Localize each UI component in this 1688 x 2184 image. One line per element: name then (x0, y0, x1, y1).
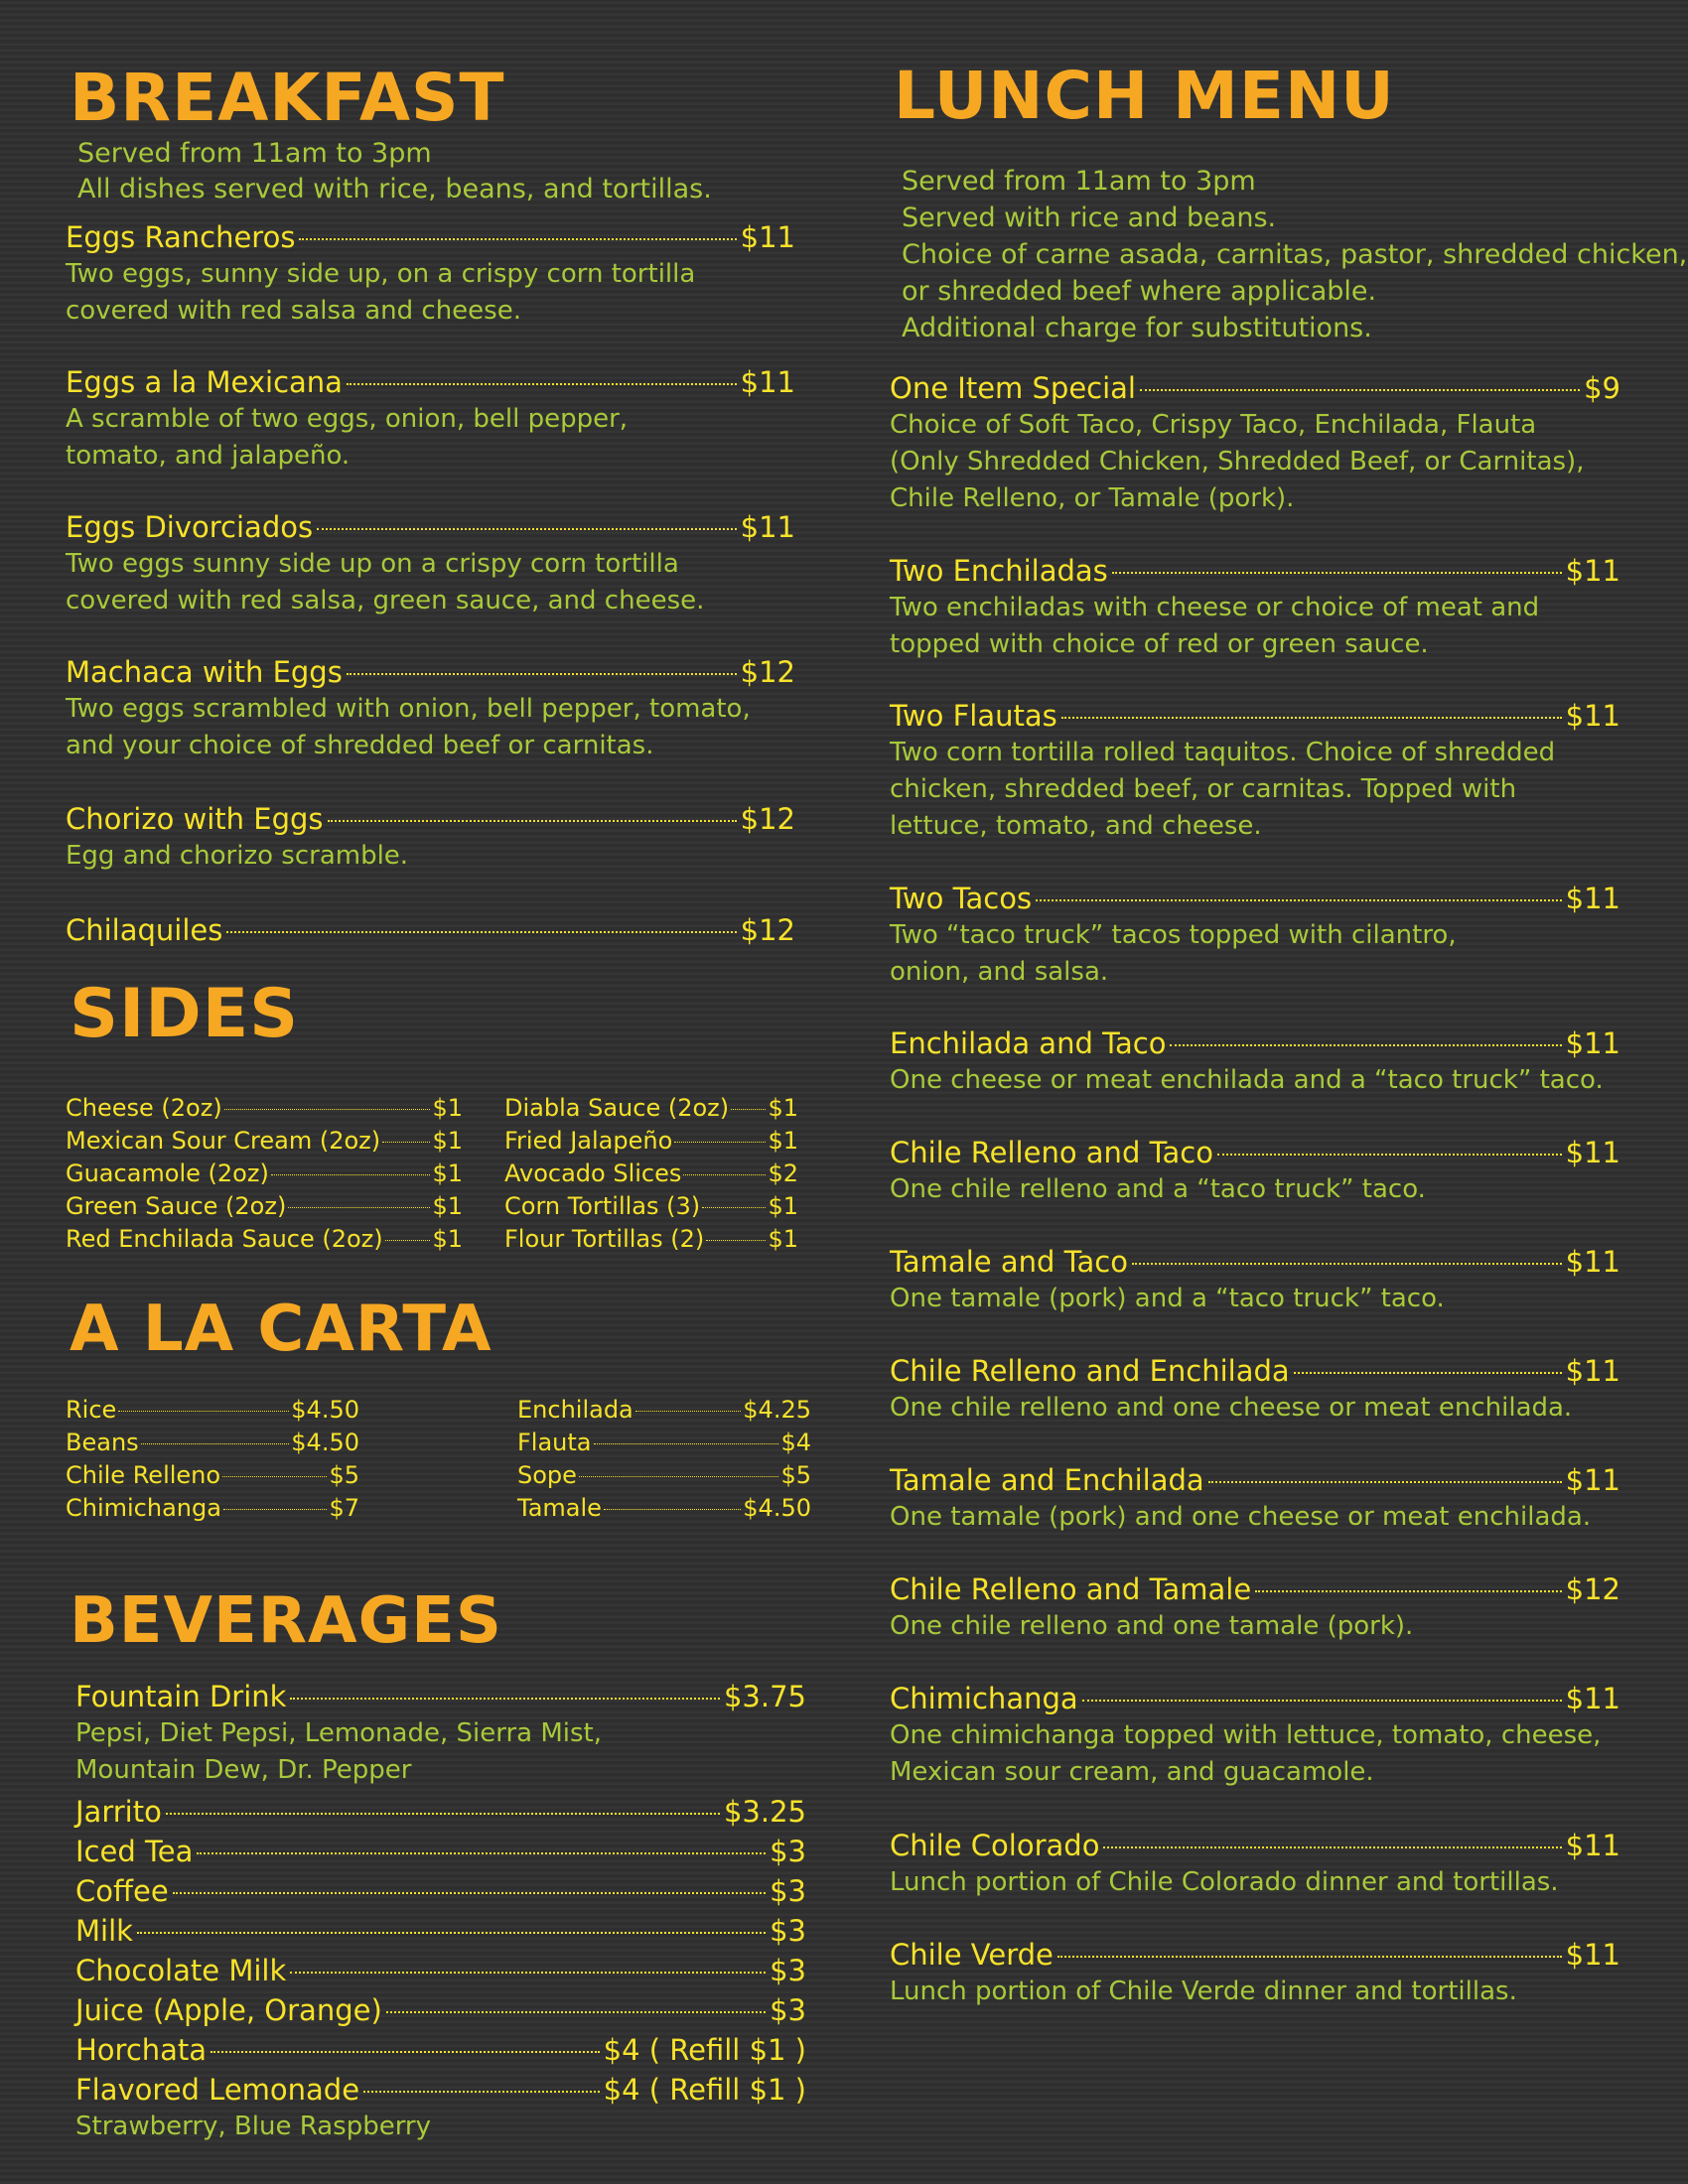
item-name: Enchilada (517, 1396, 633, 1424)
item-description: lettuce, tomato, and cheese. (890, 811, 1262, 841)
menu-item (890, 1352, 1620, 1427)
list-item (66, 1125, 463, 1158)
dot-leader (1057, 1956, 1562, 1958)
item-name: One Item Special (890, 371, 1136, 405)
item-name: Sope (517, 1461, 577, 1489)
dot-leader (347, 383, 737, 385)
item-description: Two eggs scrambled with onion, bell pepper, tomato, (66, 694, 751, 724)
item-name: Eggs Divorciados (66, 510, 314, 544)
item-description: Lunch portion of Chile Verde dinner and tortillas. (890, 1977, 1517, 2006)
dot-leader (1294, 1372, 1562, 1374)
menu-item (890, 1936, 1620, 2010)
list-item (504, 1125, 798, 1158)
item-price: $4.25 (743, 1396, 811, 1424)
menu-item (890, 880, 1620, 991)
breakfast-note: All dishes served with rice, beans, and tortillas. (77, 174, 712, 205)
dot-leader (222, 1476, 327, 1477)
item-description: Two “taco truck” tacos topped with cilantro, (890, 920, 1457, 950)
lunch-heading: LUNCH MENU (894, 58, 1395, 134)
item-description: One chile relleno and one tamale (pork). (890, 1611, 1414, 1641)
dot-leader (226, 931, 736, 933)
dot-leader (674, 1142, 766, 1143)
dot-leader (1036, 899, 1562, 901)
item-price: $4.50 (743, 1494, 811, 1522)
item-name: Flour Tortillas (2) (504, 1225, 705, 1253)
item-description: tomato, and jalapeño. (66, 441, 351, 471)
item-description: Choice of Soft Taco, Crispy Taco, Enchilada, Flauta (890, 410, 1537, 440)
item-name: Chile Verde (890, 1938, 1054, 1972)
item-name: Rice (66, 1396, 117, 1424)
sides-list-left (66, 1092, 463, 1256)
item-price: $1 (768, 1192, 798, 1220)
dot-leader (382, 1142, 430, 1143)
dot-leader (1061, 717, 1562, 719)
item-name: Diabla Sauce (2oz) (504, 1094, 730, 1122)
item-name: Chile Relleno and Enchilada (890, 1354, 1290, 1388)
list-item (66, 1459, 359, 1492)
dot-leader (1132, 1263, 1562, 1265)
item-description: One cheese or meat enchilada and a “taco truck” taco. (890, 1065, 1604, 1095)
item-price: $11 (1565, 1829, 1620, 1862)
item-name: Guacamole (2oz) (66, 1160, 269, 1187)
item-price: $3 (770, 1835, 806, 1868)
item-price: $11 (1565, 1463, 1620, 1497)
list-item (517, 1492, 811, 1525)
dot-leader (1103, 1846, 1561, 1848)
lunch-note: Served with rice and beans. (902, 203, 1277, 233)
menu-item (890, 1461, 1620, 1536)
breakfast-note: Served from 11am to 3pm (77, 138, 432, 169)
item-description: (Only Shredded Chicken, Shredded Beef, or Carnitas), (890, 447, 1585, 477)
beverage-item (75, 1912, 806, 1950)
dot-leader (385, 1240, 431, 1241)
item-name: Avocado Slices (504, 1160, 682, 1187)
dot-leader (271, 1174, 431, 1175)
item-price: $11 (1565, 1245, 1620, 1279)
item-name: Chile Relleno and Taco (890, 1136, 1213, 1169)
item-price: $11 (740, 365, 795, 399)
item-price: $12 (1565, 1572, 1620, 1606)
item-description: Strawberry, Blue Raspberry (75, 2112, 432, 2141)
item-price: $4 ( Refill $1 ) (603, 2073, 806, 2107)
item-description: Pepsi, Diet Pepsi, Lemonade, Sierra Mist, (75, 1718, 603, 1748)
dot-leader (328, 820, 737, 822)
a-la-carta-list-left (66, 1394, 359, 1525)
beverage-item (75, 1991, 806, 2029)
item-price: $11 (1565, 1354, 1620, 1388)
item-price: $4.50 (291, 1429, 359, 1456)
list-item (66, 1492, 359, 1525)
lunch-note: Choice of carne asada, carnitas, pastor, shredded chicken, (902, 239, 1688, 270)
dot-leader (1208, 1481, 1562, 1483)
item-description: chicken, shredded beef, or carnitas. Topped with (890, 774, 1517, 804)
beverage-item (75, 2071, 806, 2145)
list-item (66, 1223, 463, 1256)
item-name: Chile Relleno and Tamale (890, 1572, 1252, 1606)
item-name: Chorizo with Eggs (66, 802, 324, 836)
item-name: Cheese (2oz) (66, 1094, 222, 1122)
item-name: Two Tacos (890, 882, 1033, 915)
item-description: Chile Relleno, or Tamale (pork). (890, 483, 1295, 513)
item-name: Fried Jalapeño (504, 1127, 673, 1155)
list-item (517, 1394, 811, 1427)
dot-leader (1082, 1700, 1562, 1702)
breakfast-heading: BREAKFAST (70, 60, 505, 136)
item-description: One chimichanga topped with lettuce, tomato, cheese, (890, 1720, 1602, 1750)
item-price: $4 ( Refill $1 ) (603, 2033, 806, 2067)
item-price: $2 (768, 1160, 798, 1187)
dot-leader (211, 2051, 600, 2053)
list-item (504, 1092, 798, 1125)
item-price: $1 (768, 1225, 798, 1253)
item-name: Chile Colorado (890, 1829, 1100, 1862)
dot-leader (173, 1892, 766, 1894)
item-price: $5 (329, 1461, 359, 1489)
item-name: Chocolate Milk (75, 1954, 287, 1987)
item-name: Eggs Rancheros (66, 220, 296, 254)
item-name: Juice (Apple, Orange) (75, 1993, 382, 2027)
menu-item (66, 911, 795, 949)
dot-leader (166, 1813, 720, 1815)
dot-leader (731, 1109, 766, 1110)
item-price: $3.25 (723, 1795, 806, 1829)
list-item (66, 1394, 359, 1427)
beverage-item (75, 1833, 806, 1870)
item-price: $12 (740, 802, 795, 836)
item-name: Green Sauce (2oz) (66, 1192, 287, 1220)
item-price: $3 (770, 1954, 806, 1987)
a-la-carta-heading: A LA CARTA (70, 1293, 492, 1366)
item-description: A scramble of two eggs, onion, bell pepper, (66, 404, 629, 434)
menu-item (890, 1680, 1620, 1791)
dot-leader (223, 1509, 328, 1510)
item-name: Chimichanga (66, 1494, 221, 1522)
menu-item (66, 653, 795, 764)
item-name: Tamale and Taco (890, 1245, 1128, 1279)
item-price: $1 (432, 1225, 463, 1253)
dot-leader (197, 1852, 766, 1854)
item-price: $1 (768, 1127, 798, 1155)
item-price: $3 (770, 1993, 806, 2027)
dot-leader (594, 1443, 779, 1444)
beverage-item (75, 1872, 806, 1910)
dot-leader (579, 1476, 779, 1477)
dot-leader (118, 1411, 289, 1412)
item-description: One chile relleno and a “taco truck” taco. (890, 1174, 1426, 1204)
dot-leader (386, 2011, 766, 2013)
list-item (66, 1190, 463, 1223)
dot-leader (1170, 1044, 1561, 1046)
list-item (504, 1223, 798, 1256)
lunch-note: Served from 11am to 3pm (902, 166, 1256, 197)
list-item (504, 1190, 798, 1223)
item-description: Mountain Dew, Dr. Pepper (75, 1755, 412, 1785)
dot-leader (299, 238, 736, 240)
item-name: Beans (66, 1429, 139, 1456)
list-item (504, 1158, 798, 1190)
list-item (517, 1427, 811, 1459)
beverage-item (75, 1952, 806, 1989)
item-price: $11 (1565, 554, 1620, 588)
item-name: Horchata (75, 2033, 208, 2067)
item-description: One tamale (pork) and one cheese or meat enchilada. (890, 1502, 1592, 1532)
dot-leader (290, 1972, 766, 1974)
item-price: $9 (1584, 371, 1620, 405)
item-name: Tamale and Enchilada (890, 1463, 1204, 1497)
item-price: $11 (1565, 1938, 1620, 1972)
list-item (517, 1459, 811, 1492)
item-price: $11 (1565, 1682, 1620, 1715)
menu-item (66, 800, 795, 875)
item-name: Milk (75, 1914, 133, 1948)
menu-item (890, 552, 1620, 663)
item-name: Mexican Sour Cream (2oz) (66, 1127, 381, 1155)
list-item (66, 1427, 359, 1459)
item-price: $1 (432, 1192, 463, 1220)
item-description: Lunch portion of Chile Colorado dinner and tortillas. (890, 1867, 1559, 1897)
dot-leader (683, 1174, 766, 1175)
menu-item (890, 1243, 1620, 1317)
item-name: Flauta (517, 1429, 592, 1456)
sides-heading: SIDES (70, 975, 300, 1053)
item-price: $7 (329, 1494, 359, 1522)
dot-leader (1140, 389, 1580, 391)
item-description: Mexican sour cream, and guacamole. (890, 1757, 1374, 1787)
item-description: Two corn tortilla rolled taquitos. Choice of shredded (890, 738, 1556, 767)
dot-leader (363, 2091, 600, 2093)
dot-leader (604, 1509, 741, 1510)
item-description: Two eggs sunny side up on a crispy corn tortilla (66, 549, 679, 579)
item-name: Chile Relleno (66, 1461, 221, 1489)
item-description: and your choice of shredded beef or carnitas. (66, 731, 654, 760)
beverages-heading: BEVERAGES (70, 1584, 502, 1658)
item-description: One chile relleno and one cheese or meat enchilada. (890, 1393, 1573, 1423)
item-name: Jarrito (75, 1795, 162, 1829)
item-price: $3 (770, 1914, 806, 1948)
item-price: $12 (740, 913, 795, 947)
menu-item (890, 369, 1620, 517)
dot-leader (706, 1240, 766, 1241)
lunch-note: Additional charge for substitutions. (902, 313, 1372, 343)
item-price: $1 (432, 1160, 463, 1187)
beverage-item (75, 2031, 806, 2069)
item-price: $11 (1565, 699, 1620, 733)
item-name: Two Enchiladas (890, 554, 1108, 588)
menu-item (66, 218, 795, 330)
item-name: Enchilada and Taco (890, 1026, 1167, 1060)
list-item (66, 1092, 463, 1125)
sides-list-right (504, 1092, 798, 1256)
dot-leader (137, 1932, 766, 1934)
item-price: $11 (740, 220, 795, 254)
item-price: $11 (1565, 882, 1620, 915)
list-item (66, 1158, 463, 1190)
menu-item (890, 1827, 1620, 1901)
item-price: $3.75 (723, 1680, 806, 1713)
dot-leader (1255, 1590, 1561, 1592)
item-description: covered with red salsa and cheese. (66, 296, 521, 326)
lunch-note: or shredded beef where applicable. (902, 276, 1377, 307)
dot-leader (347, 673, 737, 675)
dot-leader (702, 1207, 766, 1208)
a-la-carta-list-right (517, 1394, 811, 1525)
item-description: covered with red salsa, green sauce, and cheese. (66, 586, 705, 615)
menu-item (890, 1024, 1620, 1099)
dot-leader (1217, 1154, 1562, 1156)
dot-leader (288, 1207, 430, 1208)
item-price: $4 (780, 1429, 811, 1456)
item-name: Machaca with Eggs (66, 655, 343, 689)
right-column (890, 0, 1688, 2184)
menu-item (66, 363, 795, 475)
beverage-item (75, 1678, 806, 1789)
item-description: topped with choice of red or green sauce. (890, 629, 1429, 659)
menu-item (890, 1134, 1620, 1208)
item-description: Egg and chorizo scramble. (66, 841, 409, 871)
item-price: $1 (432, 1127, 463, 1155)
item-price: $4.50 (291, 1396, 359, 1424)
item-price: $1 (432, 1094, 463, 1122)
menu-item (890, 697, 1620, 845)
item-name: Chimichanga (890, 1682, 1078, 1715)
item-price: $11 (740, 510, 795, 544)
item-name: Iced Tea (75, 1835, 194, 1868)
item-name: Eggs a la Mexicana (66, 365, 343, 399)
left-column (66, 0, 811, 2184)
item-description: Two eggs, sunny side up, on a crispy corn tortilla (66, 259, 696, 289)
menu-item (66, 508, 795, 619)
item-price: $11 (1565, 1026, 1620, 1060)
item-name: Chilaquiles (66, 913, 223, 947)
beverage-item (75, 1793, 806, 1831)
item-price: $1 (768, 1094, 798, 1122)
item-name: Tamale (517, 1494, 602, 1522)
item-price: $12 (740, 655, 795, 689)
dot-leader (141, 1443, 290, 1444)
item-price: $11 (1565, 1136, 1620, 1169)
dot-leader (290, 1698, 720, 1700)
item-name: Fountain Drink (75, 1680, 287, 1713)
item-name: Red Enchilada Sauce (2oz) (66, 1225, 383, 1253)
dot-leader (224, 1109, 431, 1110)
item-price: $3 (770, 1874, 806, 1908)
item-name: Two Flautas (890, 699, 1057, 733)
item-price: $5 (780, 1461, 811, 1489)
item-description: Two enchiladas with cheese or choice of meat and (890, 593, 1540, 622)
menu-item (890, 1570, 1620, 1645)
item-description: One tamale (pork) and a “taco truck” taco. (890, 1284, 1445, 1313)
dot-leader (317, 528, 737, 530)
dot-leader (635, 1411, 742, 1412)
dot-leader (1112, 572, 1562, 574)
item-name: Coffee (75, 1874, 169, 1908)
item-name: Flavored Lemonade (75, 2073, 360, 2107)
item-description: onion, and salsa. (890, 957, 1109, 987)
item-name: Corn Tortillas (3) (504, 1192, 701, 1220)
